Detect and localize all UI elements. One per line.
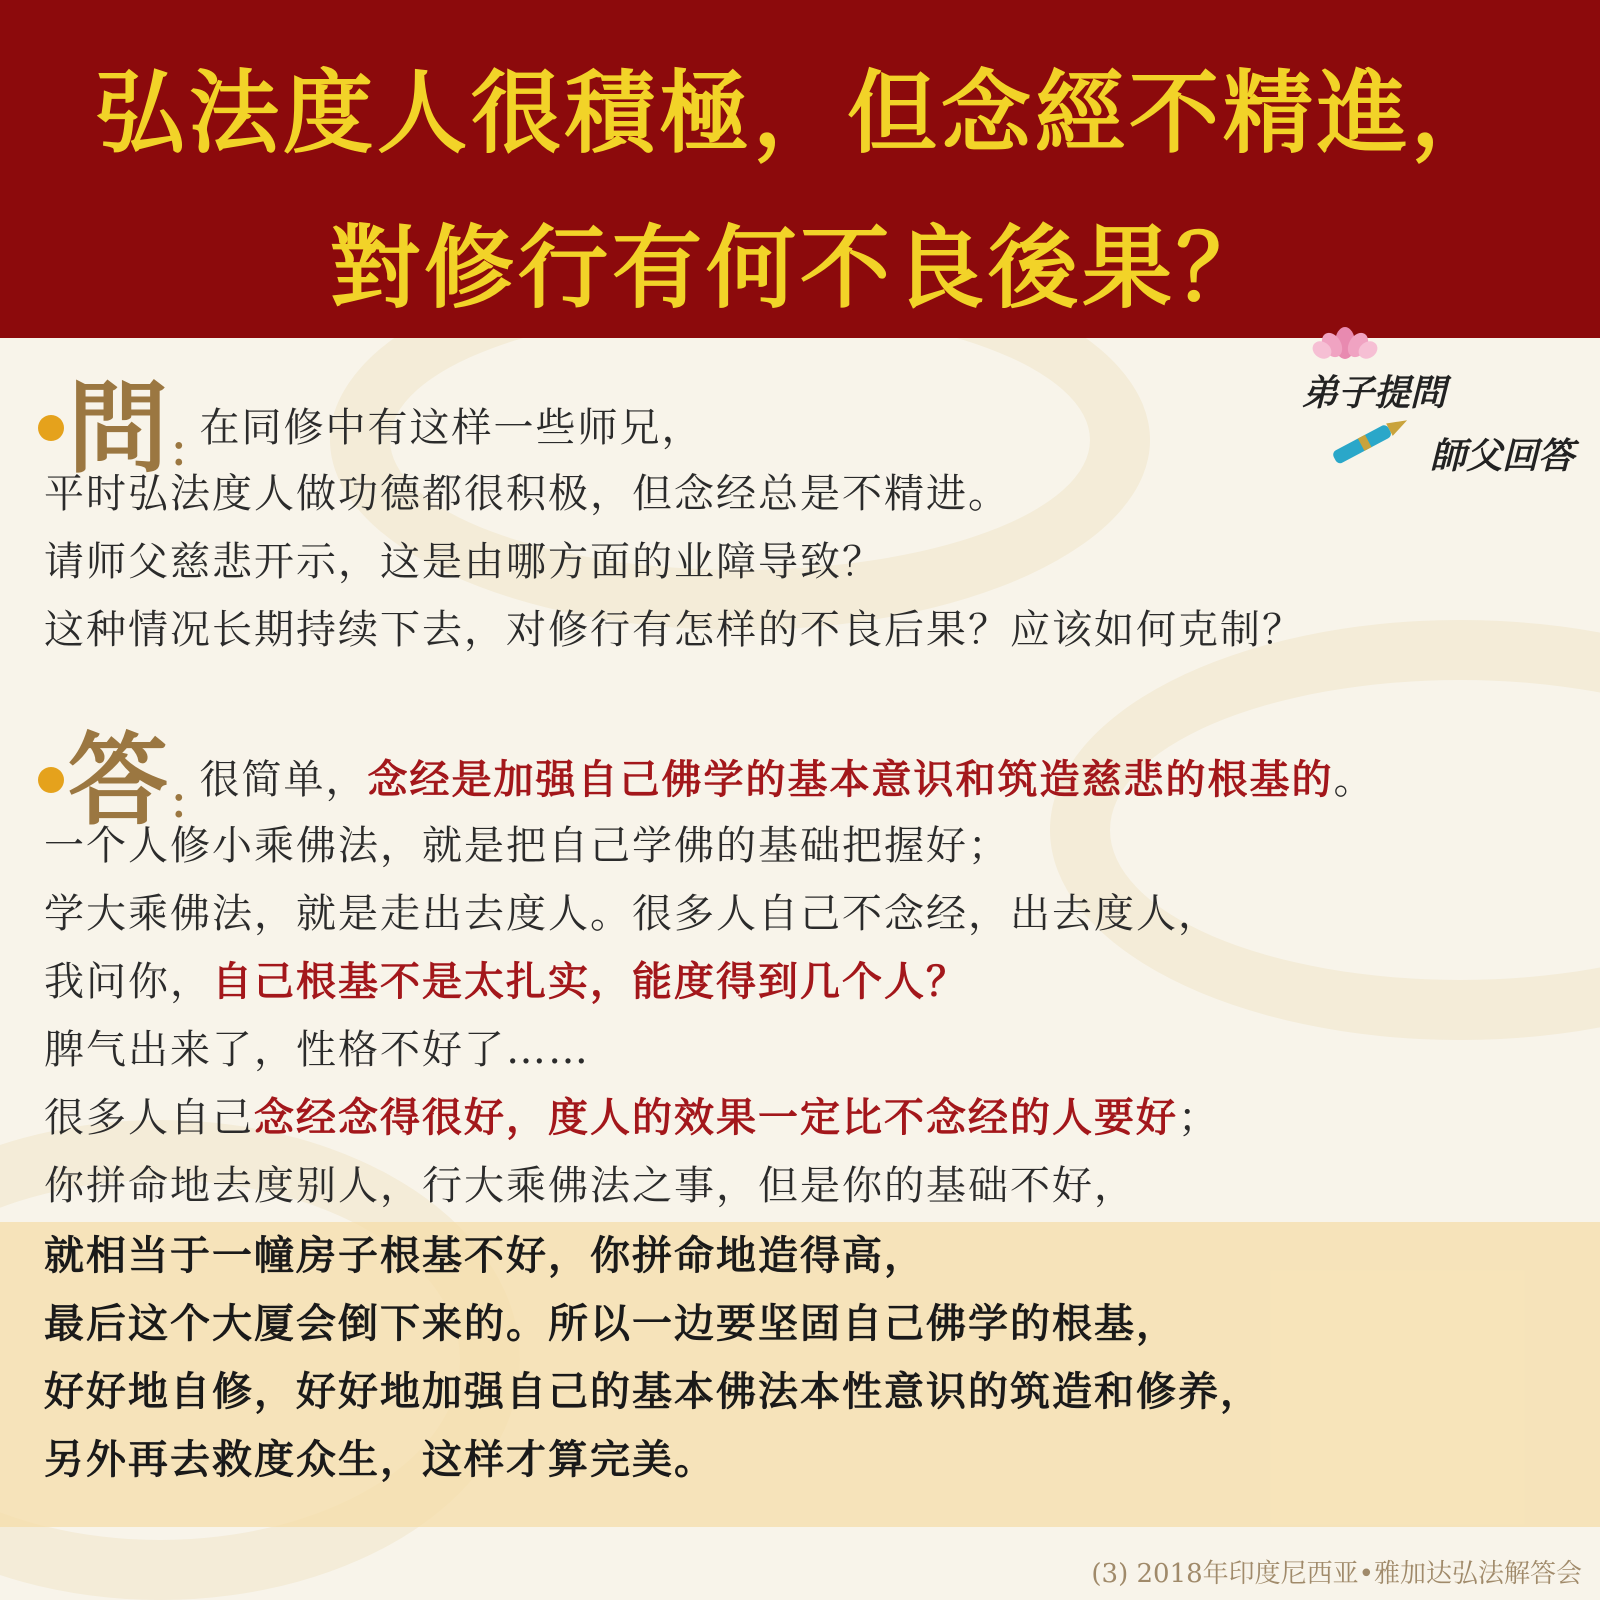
answer-line-1 <box>200 756 1376 804</box>
background-swirl <box>1050 620 1600 1040</box>
answer-line-1-plain: 很简单， <box>199 757 368 803</box>
answer-line-2: 一个人修小乘佛法，就是把自己学佛的基础把握好； <box>44 823 1010 869</box>
bullet-dot <box>38 767 64 793</box>
answer-line-4-emphasis: 自己根基不是太扎实，能度得到几个人？ <box>212 958 968 1005</box>
answer-line-4-plain: 我问你， <box>44 959 212 1005</box>
answer-label: 師父回答 <box>1430 435 1575 477</box>
title-line-2: 對修行有何不良後果？ <box>330 216 1270 321</box>
answer-marker: 答 <box>68 721 168 839</box>
title-banner <box>0 0 1600 338</box>
question-marker: 問 <box>68 369 168 487</box>
conclusion-line: 另外再去救度众生，这样才算完美。 <box>44 1436 716 1483</box>
answer-line-5: 脾气出来了，性格不好了…… <box>44 1027 590 1073</box>
qa-badge <box>1290 310 1590 490</box>
answer-line-4 <box>44 958 968 1006</box>
title-line-1: 弘法度人很積極，但念經不精進， <box>95 61 1505 166</box>
answer-line-6-end: ； <box>1178 1095 1220 1141</box>
bullet-dot <box>38 415 64 441</box>
question-section-header <box>38 369 704 487</box>
fountain-pen-icon <box>1320 415 1420 465</box>
answer-line-1-emphasis: 念经是加强自己佛学的基本意识和筑造慈悲的根基的 <box>367 756 1334 803</box>
question-line: 请师父慈悲开示，这是由哪方面的业障导致？ <box>44 539 884 585</box>
answer-line-6 <box>44 1094 1220 1142</box>
conclusion-line: 就相当于一幢房子根基不好，你拼命地造得高， <box>44 1232 926 1279</box>
conclusion-line: 好好地自修，好好地加强自己的基本佛法本性意识的筑造和修养， <box>44 1368 1262 1415</box>
conclusion-line: 最后这个大厦会倒下来的。所以一边要坚固自己佛学的根基， <box>44 1300 1178 1347</box>
question-line: 这种情况长期持续下去，对修行有怎样的不良后果？应该如何克制？ <box>44 607 1304 653</box>
answer-line-6-plain: 很多人自己 <box>44 1095 254 1141</box>
question-colon: : <box>170 418 188 478</box>
question-line: 平时弘法度人做功德都很积极，但念经总是不精进。 <box>44 471 1010 517</box>
answer-line-3: 学大乘佛法，就是走出去度人。很多人自己不念经，出去度人， <box>44 891 1220 937</box>
question-line: 在同修中有这样一些师兄， <box>199 405 704 451</box>
answer-section-header <box>38 721 1376 839</box>
source-footer: (3) 2018年印度尼西亚•雅加达弘法解答会 <box>1091 1559 1582 1589</box>
lotus-icon <box>1310 315 1380 360</box>
answer-line-6-emphasis: 念经念得很好，度人的效果一定比不念经的人要好 <box>254 1094 1178 1141</box>
answer-colon: : <box>170 770 188 830</box>
question-label: 弟子提問 <box>1302 372 1447 414</box>
answer-line-7: 你拼命地去度别人，行大乘佛法之事，但是你的基础不好， <box>44 1163 1136 1209</box>
answer-line-1-end: 。 <box>1333 757 1376 803</box>
